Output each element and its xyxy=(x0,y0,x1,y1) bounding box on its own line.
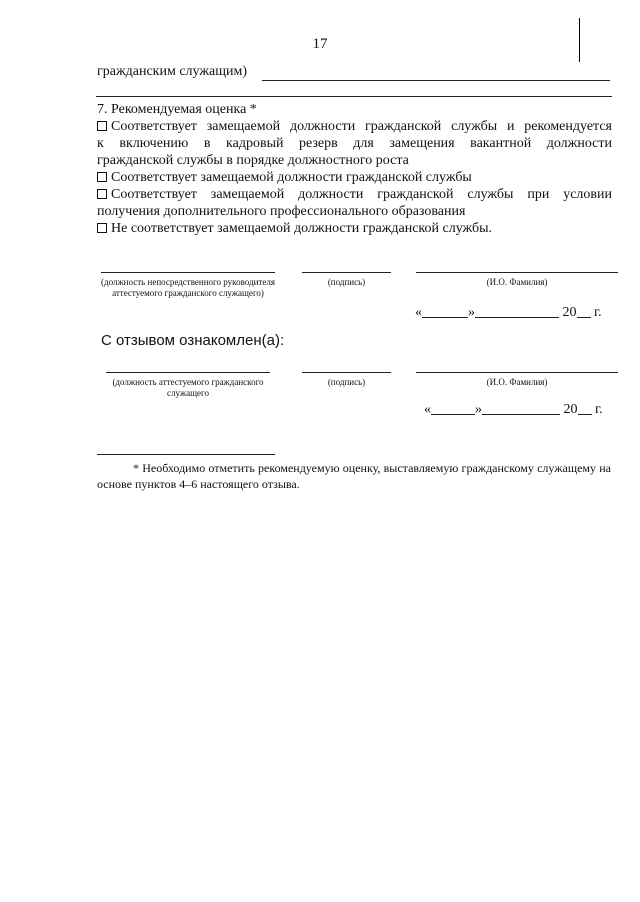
acquainted-label: С отзывом ознакомлен(а): xyxy=(101,332,285,349)
recommended-assessment-section xyxy=(97,101,612,237)
name-line xyxy=(416,272,618,273)
option-line: получения дополнительного профессионального образования xyxy=(97,204,466,219)
position-line xyxy=(106,372,270,373)
option-line: гражданской службы в порядке должностного роста xyxy=(97,153,409,168)
position-caption: (должность аттестуемого гражданского служащего xyxy=(112,377,264,398)
margin-mark xyxy=(579,18,580,62)
checkbox-icon[interactable] xyxy=(97,121,107,131)
name-caption: (И.О. Фамилия) xyxy=(486,377,548,387)
option-line: Соответствует замещаемой должности гражданской службы при условии xyxy=(97,186,612,203)
option-line: Соответствует замещаемой должности гражданской службы xyxy=(97,169,612,186)
fill-in-line xyxy=(96,96,612,97)
name-line xyxy=(416,372,618,373)
signature-caption: (подпись) xyxy=(327,377,366,387)
month-blank xyxy=(482,402,560,415)
fill-in-line xyxy=(262,80,610,81)
day-blank xyxy=(431,402,475,415)
day-blank xyxy=(422,305,468,318)
option-1 xyxy=(97,118,612,169)
date-field: « » 20 г. xyxy=(415,305,602,320)
option-3 xyxy=(97,186,612,220)
option-2 xyxy=(97,169,612,186)
checkbox-icon[interactable] xyxy=(97,172,107,182)
checkbox-icon[interactable] xyxy=(97,189,107,199)
signature-line xyxy=(302,272,391,273)
position-line xyxy=(101,272,275,273)
signature-caption: (подпись) xyxy=(327,277,366,287)
checkbox-icon[interactable] xyxy=(97,223,107,233)
page-number: 17 xyxy=(312,36,328,52)
signature-line xyxy=(302,372,391,373)
year-blank xyxy=(578,402,592,415)
option-4 xyxy=(97,220,612,237)
date-field: « » 20 г. xyxy=(424,402,603,417)
option-line: Соответствует замещаемой должности гражданской службы и рекомендуется xyxy=(97,118,612,135)
footnote: * Необходимо отметить рекомендуемую оценку, выставляемую гражданскому служащему на основе пунктов 4–6 настоящего отзыва. xyxy=(97,461,611,491)
option-line: к включению в кадровый резерв для замещения вакантной должности xyxy=(97,136,612,151)
name-caption: (И.О. Фамилия) xyxy=(486,277,548,287)
section-title: 7. Рекомендуемая оценка * xyxy=(97,102,257,117)
footnote-separator xyxy=(97,454,275,455)
option-line: Не соответствует замещаемой должности гражданской службы. xyxy=(97,220,612,237)
position-caption: (должность непосредственного руководителя аттестуемого гражданского служащего) xyxy=(101,277,275,298)
month-blank xyxy=(475,305,559,318)
year-blank xyxy=(577,305,591,318)
lead-text: гражданским служащим) xyxy=(97,64,248,79)
